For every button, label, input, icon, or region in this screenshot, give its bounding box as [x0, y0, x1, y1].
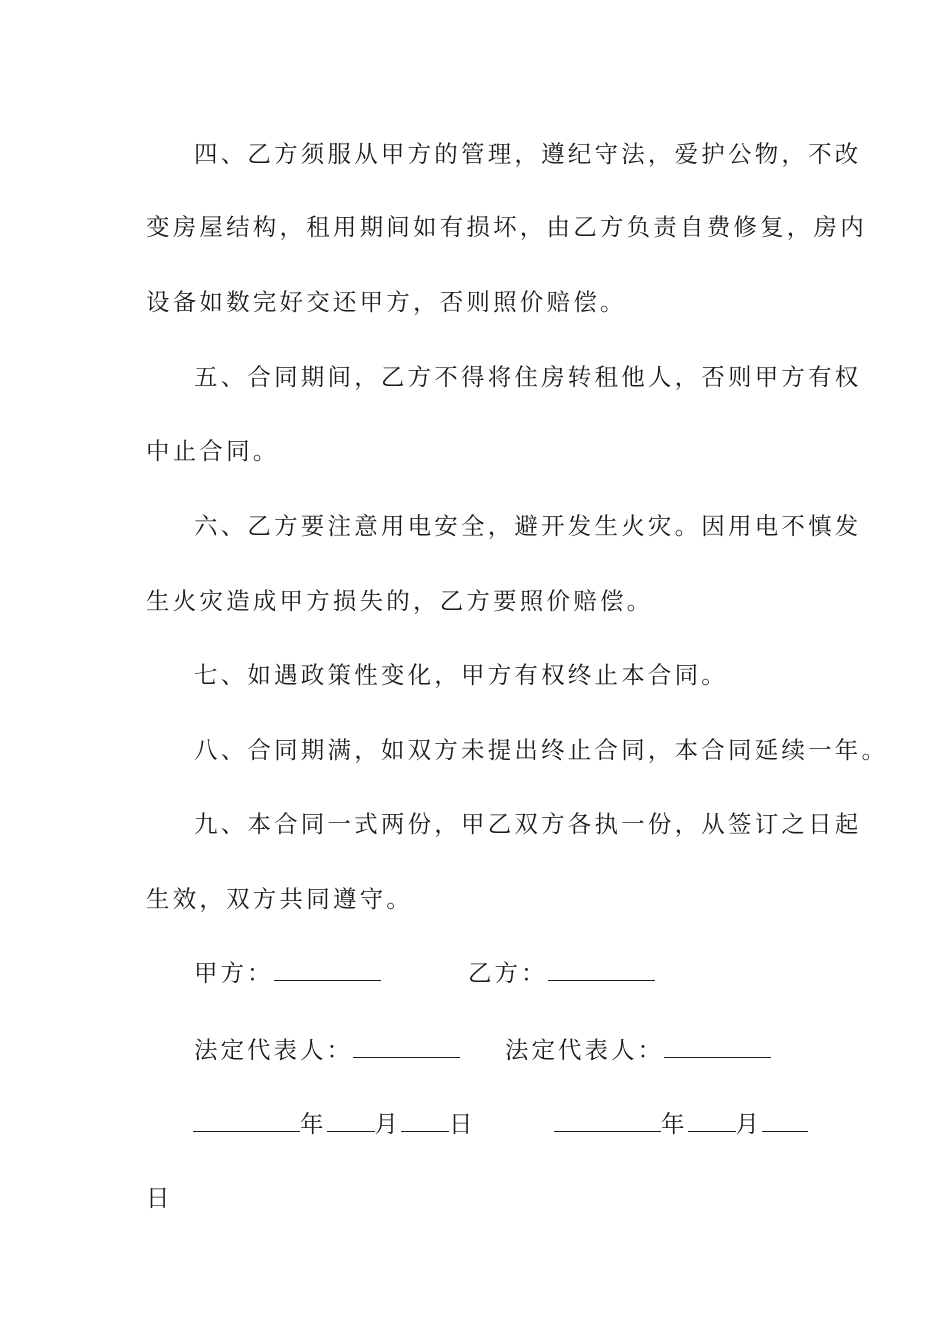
date-b-year-blank	[554, 1109, 661, 1132]
rep-a-blank	[353, 1035, 460, 1058]
date-a-day-label: 日	[449, 1110, 476, 1138]
date-a-month-label: 月	[374, 1110, 401, 1138]
clause-5-line-1: 五、合同期间，乙方不得将住房转租他人，否则甲方有权	[194, 363, 862, 391]
date-a-day-blank	[401, 1109, 449, 1132]
rep-a-signature	[194, 1035, 460, 1065]
clause-5-line-2: 中止合同。	[146, 437, 280, 465]
date-b-day-label: 日	[146, 1184, 173, 1212]
date-b-year-label: 年	[661, 1110, 688, 1138]
party-b-label: 乙方：	[468, 959, 548, 987]
date-b-month-label: 月	[735, 1110, 762, 1138]
date-a-year-label: 年	[300, 1110, 327, 1138]
clause-4-line-3: 设备如数完好交还甲方，否则照价赔偿。	[146, 288, 627, 316]
date-b-day-blank	[762, 1109, 808, 1132]
date-a-year-blank	[193, 1109, 300, 1132]
clause-4-line-2: 变房屋结构，租用期间如有损坏，由乙方负责自费修复，房内	[146, 213, 867, 241]
party-b-signature	[468, 958, 655, 988]
clause-9-line-2: 生效，双方共同遵守。	[146, 885, 413, 913]
date-a-month-blank	[327, 1109, 375, 1132]
clause-6-line-2: 生火灾造成甲方损失的，乙方要照价赔偿。	[146, 587, 654, 615]
rep-b-label: 法定代表人：	[505, 1036, 664, 1064]
party-a-label: 甲方：	[194, 959, 274, 987]
date-b	[554, 1109, 808, 1139]
rep-b-signature	[505, 1035, 771, 1065]
clause-9-line-1: 九、本合同一式两份，甲乙双方各执一份，从签订之日起	[194, 810, 862, 838]
party-a-signature	[194, 958, 381, 988]
date-a	[193, 1109, 476, 1139]
clause-4-line-1: 四、乙方须服从甲方的管理，遵纪守法，爱护公物，不改	[194, 140, 862, 168]
clause-6-line-1: 六、乙方要注意用电安全，避开发生火灾。因用电不慎发	[194, 512, 862, 540]
rep-b-blank	[664, 1035, 771, 1058]
party-a-blank	[274, 958, 381, 981]
clause-7-line-1: 七、如遇政策性变化，甲方有权终止本合同。	[194, 661, 728, 689]
clause-8-line-1: 八、合同期满，如双方未提出终止合同，本合同延续一年。	[194, 736, 889, 764]
date-b-month-blank	[688, 1109, 736, 1132]
date-b-day-wrap	[146, 1183, 173, 1213]
rep-a-label: 法定代表人：	[194, 1036, 353, 1064]
party-b-blank	[548, 958, 655, 981]
